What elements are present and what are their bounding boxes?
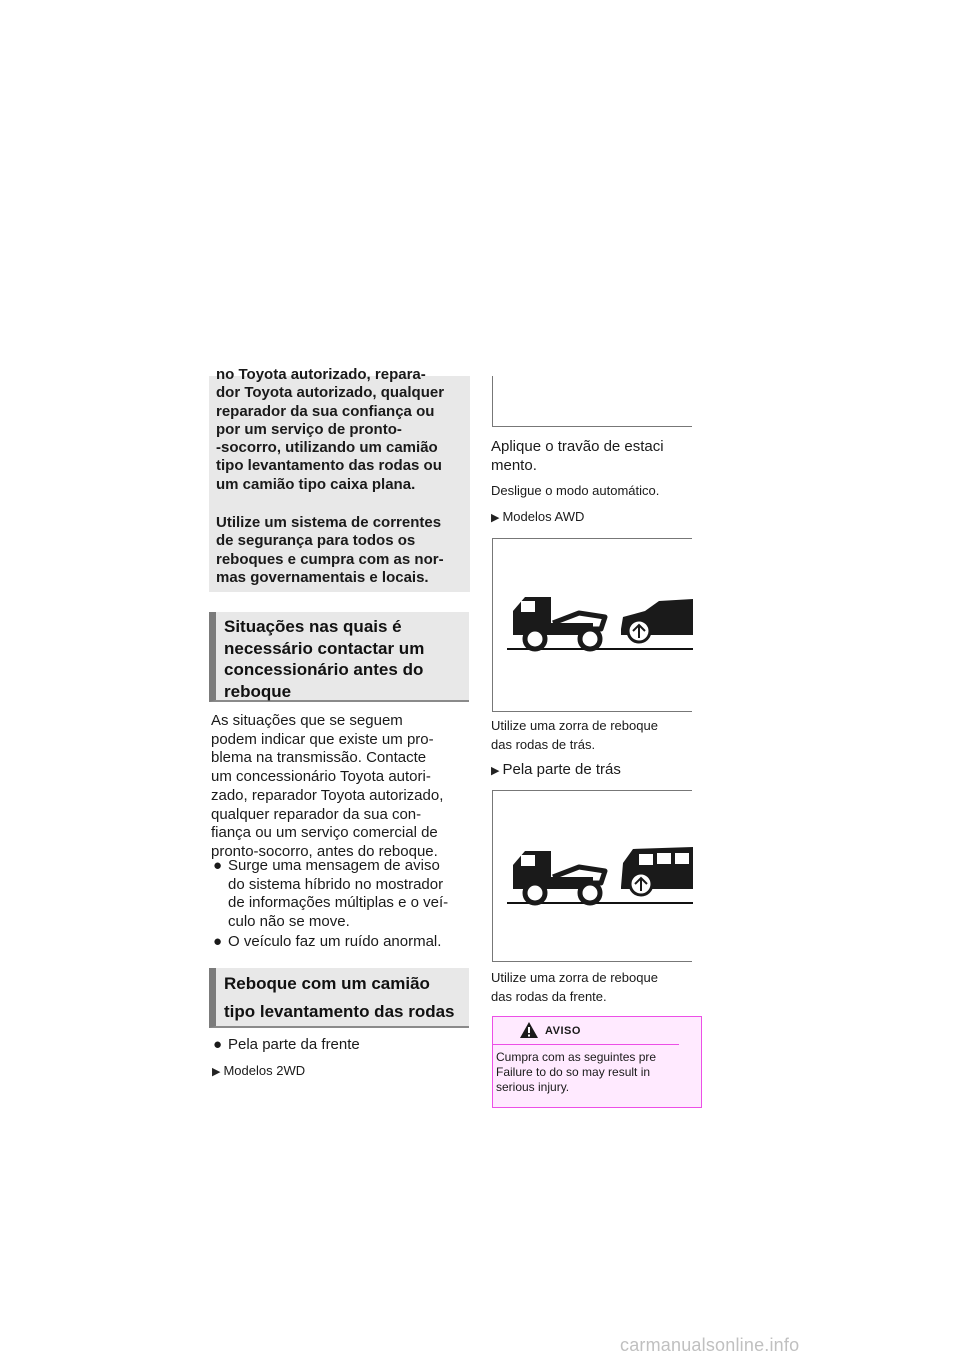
intro-paragraph xyxy=(211,712,473,862)
text-line: Failure to do so may result in xyxy=(496,1065,651,1079)
bullet-warning-message xyxy=(213,857,475,932)
illustration-tow-sedan xyxy=(492,538,692,712)
caption-rear-dolly xyxy=(491,716,751,754)
caption-front-dolly xyxy=(491,968,751,1006)
sub-heading-2wd xyxy=(212,1063,305,1080)
heading-line: concessionário antes do xyxy=(224,660,424,679)
notice-line: por um serviço de pronto- xyxy=(216,420,402,438)
sub-label: Pela parte de trás xyxy=(502,761,621,778)
section-heading-wheel-lift xyxy=(209,968,469,1028)
bullet-abnormal-noise xyxy=(213,933,475,952)
text-line: mento. xyxy=(491,457,537,474)
warning-title: AVISO xyxy=(545,1025,581,1037)
heading-line: Reboque com um camião xyxy=(224,974,430,993)
tow-truck-sedan-illustration xyxy=(493,539,693,713)
text-line: das rodas da frente. xyxy=(491,989,607,1004)
section-heading-contact-dealer xyxy=(209,612,469,702)
text-line: blema na transmissão. Contacte xyxy=(211,749,427,767)
text-line: O veículo faz um ruído anormal. xyxy=(228,933,442,950)
notice-line: reboques e cumpra com as nor- xyxy=(216,550,444,568)
heading-line: necessário contactar um xyxy=(224,638,425,658)
text-line: qualquer reparador da sua con- xyxy=(211,805,422,823)
text-line: zado, reparador Toyota autorizado, xyxy=(211,786,444,804)
warning-triangle-icon xyxy=(519,1021,539,1039)
notice-line: -socorro, utilizando um camião xyxy=(216,439,438,457)
notice-box xyxy=(209,366,470,592)
watermark: carmanualsonline.info xyxy=(620,1335,800,1355)
illustration-frame-top xyxy=(492,376,692,427)
text-line: serious injury. xyxy=(496,1080,570,1094)
notice-paragraph-2 xyxy=(216,514,460,587)
text-line: podem indicar que existe um pro- xyxy=(211,730,434,748)
warning-body xyxy=(496,1050,656,1095)
text-line: As situações que se seguem xyxy=(211,712,403,729)
notice-line: no Toyota autorizado, repara- xyxy=(216,366,426,383)
apply-parking-brake-text xyxy=(491,437,681,475)
text-line: um concessionário Toyota autori- xyxy=(211,768,431,786)
right-column xyxy=(490,376,678,1136)
text-line: de informações múltiplas e o veí- xyxy=(228,894,449,912)
text-line: das rodas de trás. xyxy=(491,737,596,752)
sub-label: Modelos 2WD xyxy=(223,1063,306,1078)
heading-line: tipo levantamento das rodas xyxy=(224,1002,455,1021)
notice-line: Utilize um sistema de correntes xyxy=(216,514,442,531)
warning-header xyxy=(493,1017,679,1045)
notice-line: um camião tipo caixa plana. xyxy=(216,475,416,493)
heading-line: Situações nas quais é xyxy=(224,617,402,636)
triangle-right-icon: ▶ xyxy=(491,512,500,524)
text-line: Utilize uma zorra de reboque xyxy=(491,970,658,985)
notice-line: reparador da sua confiança ou xyxy=(216,402,435,420)
triangle-right-icon: ▶ xyxy=(212,1066,221,1078)
illustration-tow-suv xyxy=(492,790,692,962)
text-line: Utilize uma zorra de reboque xyxy=(491,718,658,733)
warning-box xyxy=(492,1016,702,1108)
bullet-from-front xyxy=(213,1036,475,1055)
text-line: pronto-socorro, antes do reboque. xyxy=(211,842,438,860)
auto-mode-off-text: Desligue o modo automático. xyxy=(491,483,660,498)
notice-paragraph-1 xyxy=(216,366,460,494)
notice-line: tipo levantamento das rodas ou xyxy=(216,457,442,475)
notice-line: dor Toyota autorizado, qualquer xyxy=(216,384,445,402)
bullet-dot-icon: ● xyxy=(213,933,223,950)
text-line: Aplique o travão de estaci xyxy=(491,438,664,455)
triangle-right-icon: ▶ xyxy=(491,765,500,777)
text-line: culo não se move. xyxy=(228,913,350,931)
notice-line: de segurança para todos os xyxy=(216,532,416,550)
sub-heading-awd xyxy=(491,509,751,526)
bullet-dot-icon: ● xyxy=(213,857,223,874)
bullet-dot-icon: ● xyxy=(213,1036,223,1053)
tow-truck-suv-illustration xyxy=(493,791,693,963)
heading-line: reboque xyxy=(224,681,292,701)
sub-label: Modelos AWD xyxy=(502,509,585,524)
text-line: Pela parte da frente xyxy=(228,1036,360,1053)
notice-line: mas governamentais e locais. xyxy=(216,568,429,586)
text-line: Surge uma mensagem de aviso xyxy=(228,857,440,874)
text-line: Cumpra com as seguintes pre xyxy=(496,1050,657,1064)
sub-heading-from-rear xyxy=(491,760,751,781)
text-line: fiança ou um serviço comercial de xyxy=(211,824,438,842)
text-line: do sistema híbrido no mostrador xyxy=(228,875,444,893)
